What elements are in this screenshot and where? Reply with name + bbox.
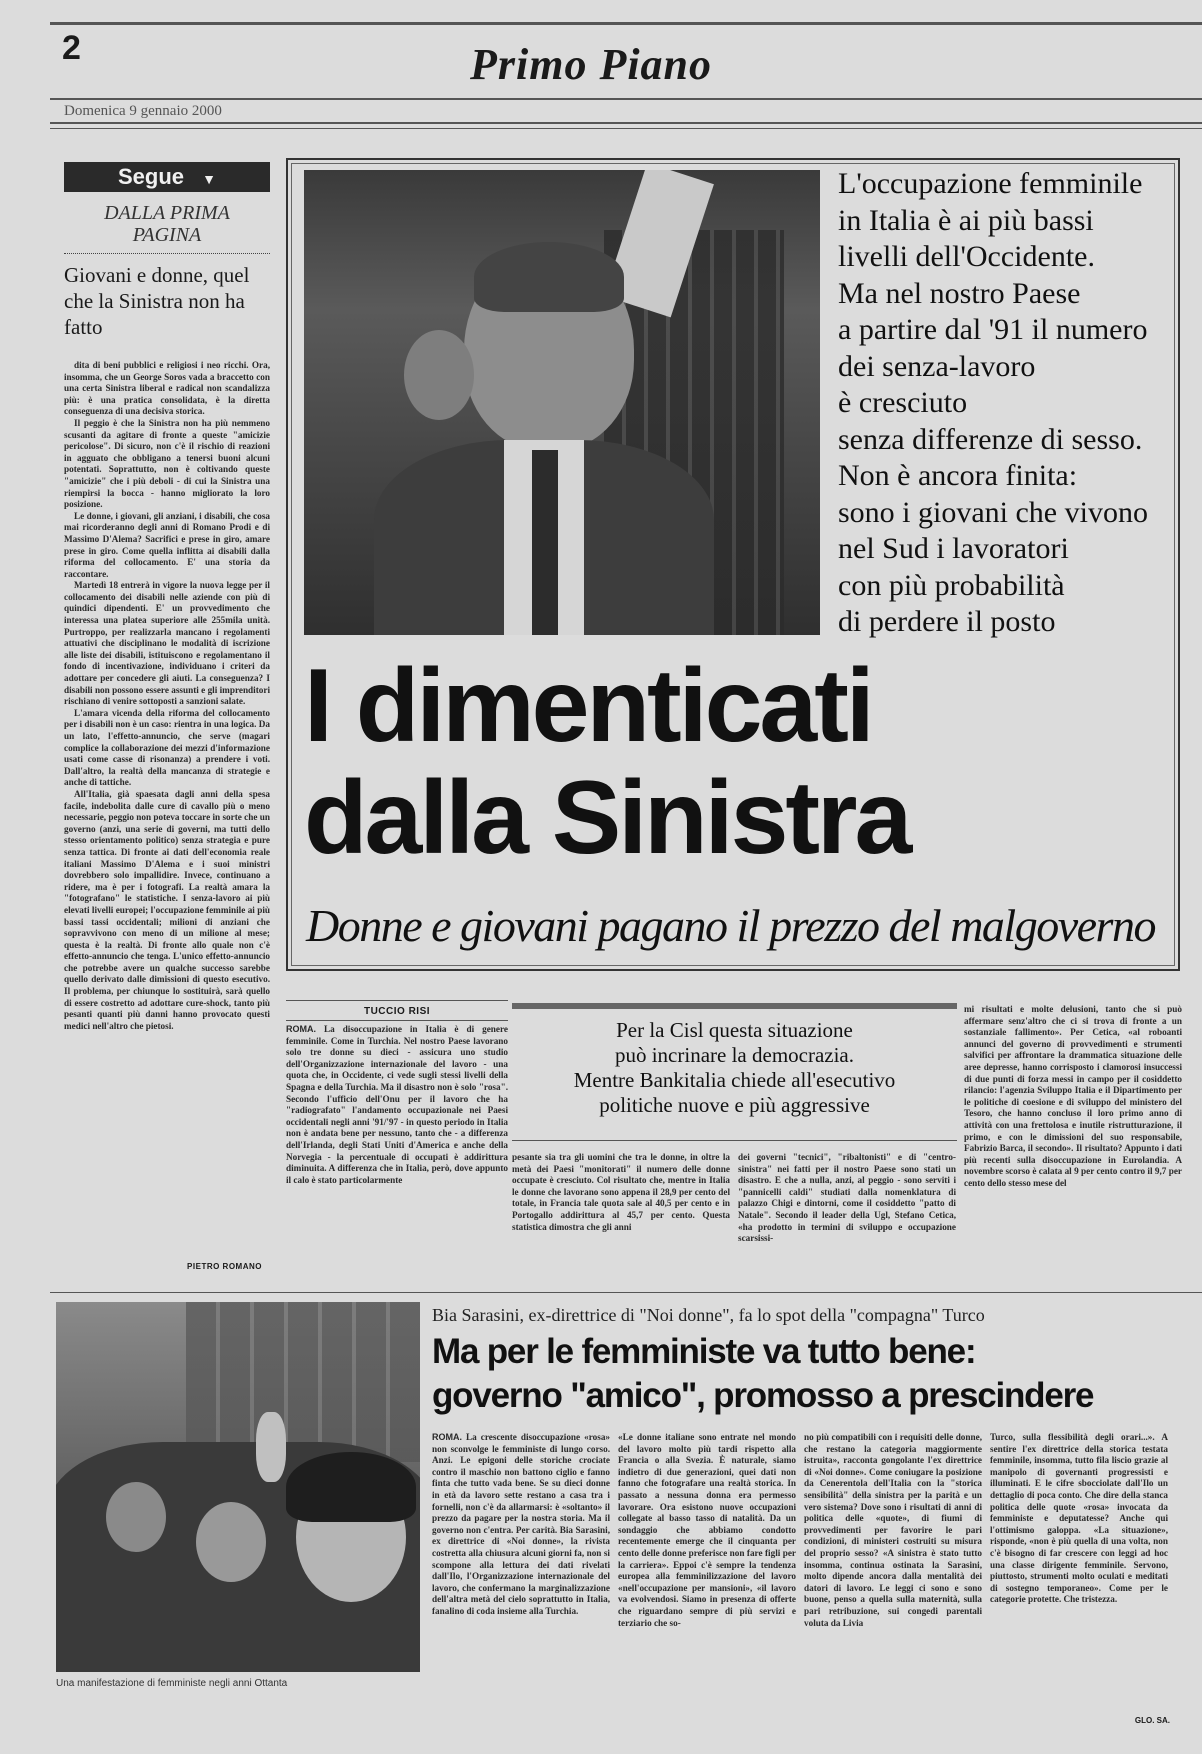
sidebar-author: PIETRO ROMANO [187, 1262, 262, 1271]
second-col-4: Turco, sulla flessibilità degli orari...». A sentire l'ex direttrice della storica testata femminile, insomma, tutto fila liscio grazie al manipolo di governanti progressisti e illuminati. E le cifre sbocciolate dall'Ilo un dettaglio di poca conto. Che dire della stanca politica delle quote «rosa» invocata da femministe e deputatesse? Anche qui l'ottimismo galoppa. «La situazione», risponde, «non è più quella di una volta, non c'è bisogno di far crescere con leggi ad hoc una classe dirigente femminile. Servono, piuttosto, strumenti molto oculati e meditati di sostegno temporaneo». Come per le categorie protette. Che tristezza. [990, 1432, 1168, 1605]
from-front-label: DALLA PRIMA PAGINA [64, 196, 270, 254]
main-col-1: ROMA. La disoccupazione in Italia è di genere femminile. Come in Turchia. Nel nostro Paese lavorano solo tre donne su dieci - assicura uno studio dell'Organizzazione internazionale del lavoro - una quota che, in Occidente, ci vede sugli stessi livelli della Spagna e della Turchia. Ma il disastro non è solo "rosa". Secondo l'ufficio dell'Onu per il lavoro che ha "radiografato" l'andamento occupazionale nei Paesi occidentali negli anni '91/'97 - in questo periodo in Italia non è andata bene per nessuno, tanto che - a differenza dell'Irlanda, degli Stati Uniti d'America e anche della Norvegia - la percentuale di occupati è addirittura diminuita. A differenza che in Italia, però, dove appunto il calo è stato particolarmente [286, 1024, 508, 1185]
issue-date: Domenica 9 gennaio 2000 [64, 103, 222, 119]
lead-subhead: Donne e giovani pagano il prezzo del malgoverno [306, 900, 1155, 951]
main-col-2: pesante sia tra gli uomini che tra le donne, in oltre la metà dei Paesi "monitorati" il numero delle donne occupate è cresciuto. Col risultato che, mentre in Italia le donne che lavorano sono appena il 28,9 per cento del totale, in Francia tale quota sale al 40,5 per cento e in Portogallo addirittura al 45,7 per cento. Questa statistica dimostra che gli anni [512, 1152, 730, 1232]
sidebar-body: dita di beni pubblici e religiosi i neo ricchi. Ora, insomma, che un George Soros vada a braccetto con una certa Sinistra liberal e radical non scandalizza più: è una pratica consolidata, è la diretta conseguenza di una decisiva storica. Il peggio è che la Sinistra non ha più nemmeno scusanti da agitare di fronte a queste "amicizie pericolose". Di sicuro, non c'è il rischio di reazioni in agguato che obbligano a tenersi buoni alcuni potentati. Soprattutto, non è coltivando queste "amicizie" che i più deboli - di cui la Sinistra una riempirsi la bocca - hanno migliorato la loro posizione. Le donne, i giovani, gli anziani, i disabili, che cosa mai ricorderanno degli anni di Romano Prodi e di Massimo D'Alema? Sacrifici e prese in giro, amare prese in giro. Come quella inflitta ai disabili dalla riforma del collocamento. E' una storia da raccontare. Martedì 18 entrerà in vigore la nuova legge per il collocamento dei disabili nelle aziende con più di quindici dipendenti. E' un provvedimento che interessa una platea superiore alle 255mila unità. Purtroppo, per realizzarla mancano i regolamenti attuativi che disciplinano le modalità di iscrizione alle liste dei disabili, istituiscono e regolamentano il fondo di incentivazione, individuano i criteri da adottare per concedere gli aiuti. La conseguenza? I disabili non possono essere assunti e gli imprenditori rischiano di venire sottoposti a sanzioni salate. L'amara vicenda della riforma del collocamento per i disabili non è un caso: rientra in una logica. Da un lato, l'effetto-annuncio, che serve (magari complice la collaborazione dei mezzi d'informazione usati come casse di risonanza) a prendere i voti. Dall'altro, la realtà della mancanza di strategie e anche di tattiche. All'Italia, già spaesata dagli anni della spesa facile, indebolita dalle cure di cavallo più o meno necessarie, peggio non poteva toccare in sorte che un governo (anzi, una serie di governi, ma tutti dello stesso orientamento politico) senza strategia e pure senza tattica. Di fronte ai dati dell'economia reale italiani Massimo D'Alema e i suoi ministri dovrebbero solo impallidire. Invece, continuano a ridere, ma è per i fotografi. La realtà amara la "fotografano" le statistiche. I senza-lavoro ai più elevati livelli europei; l'occupazione femminile ai più bassi tassi occidentali; milioni di anziani che sopravvivono con meno di un milione al mese; questa è la realtà. Di fronte allo quale non c'è effetto-annuncio che tenga. L'unico effetto-annuncio che potrebbe avere un qualche successo sarebbe quello derivato dalle dimissioni di questo esecutivo. Il problema, per chiunque lo sostituirà, sarà quello di essere costretto ad adottare cure-shock, tanto più pesanti quanti più danni hanno provocato questi medici nell'altro che pietosi. [64, 360, 270, 1031]
byline: TUCCIO RISI [363, 1006, 431, 1017]
sidebar-title: Giovani e donne, quel che la Sinistra non ha fatto [64, 263, 250, 339]
segue-banner [64, 162, 270, 192]
signoff: GLO. SA. [1134, 1716, 1170, 1725]
headline-line-1: I dimenticati [304, 648, 872, 764]
section-title: Primo Piano [470, 40, 713, 89]
headline-line-2: dalla Sinistra [304, 760, 910, 876]
second-col-3: no più compatibili con i requisiti delle donne, che restano la categoria maggiormente istruita», racconta gongolante l'ex direttrice di «Noi donne». Come coniugare la posizione da Cenerentola dell'Italia con la "storica sensibilità" della sinistra per la parità e un vero sistema? Dove sono i risultati di anni di politica delle «quote», di fiumi di provvedimenti per favorire le pari condizioni, di ministeri costruiti su misura del proprio sesso? «A sinistra è stato tutto insomma, continua ostinata la Sarasini, molto dipende ancora dalla mentalità dei datori di lavoro. Le leggi ci sono e sono buone, penso a quella sulla maternità, sulla pari retribuzione, sui congedi parentali voluta da Livia [804, 1432, 982, 1628]
main-col-4: mi risultati e molte delusioni, tanto che si può affermare senz'altro che ci si trova di fronte a un sostanziale fallimento». Per Cetica, «al roboanti annunci del governo di provvedimenti e strumenti salvifici per affrontare la drammatica situazione delle aree depresse, hanno corrisposto i clamorosi insuccessi di due punti di forza messi in campo per il cosiddetto rilancio: l'agenzia Sviluppo Italia e il Dipartimento per le politiche di coesione e di sviluppo del ministero del Tesoro, che hanno concluso il loro primo anno di attività con una frettolosa e inutile ristrutturazione, il primo, e con le dimissioni del suo responsabile, Fabrizio Barca, il secondo». Il risultato? Appunto i dati più recenti sulla disoccupazione in Eurolandia. A novembre scorso è calata al 9 per cento contro il 9,7 per cento dello stesso mese del [964, 1004, 1182, 1188]
main-col-3: dei governi "tecnici", "ribaltonisti" e di "centro-sinistra" nei fatti per il nostro Paese sono stati un disastro. E che a nulla, anzi, al peggio - sono serviti i "pannicelli caldi" studiati dalla nomenklatura di palazzo Chigi e dintorni, come il cosiddetto "patto di Natale". Secondo il leader della Ugl, Stefano Cetica, «ha prodotto in termini di sviluppo e occupazione scarsissi- [738, 1152, 956, 1244]
segue-label: Segue [117, 164, 185, 189]
photo-caption: Una manifestazione di femministe negli anni Ottanta [56, 1678, 288, 1689]
lead-photo [304, 170, 820, 635]
second-headline: Ma per le femministe va tutto bene: governo "amico", promosso a prescindere [432, 1332, 1094, 1415]
lead-headline [304, 650, 1164, 874]
lead-deck: L'occupazione femminile in Italia è ai più bassi livelli dell'Occidente. Ma nel nostro Paese a partire dal '91 il numero dei senza-lavoro è cresciuto senza differenze di sesso. Non è ancora finita: sono i giovani che vivono nel Sud i lavoratori con più probabilità di perdere il posto [838, 167, 1148, 638]
second-col-1: ROMA. La crescente disoccupazione «rosa» non sconvolge le femministe di lungo corso. Anzi. Le epigoni delle storiche crociate contro il maschio non battono ciglio e fanno finta che tutto vada bene. Se su dieci donne in età da lavoro sette restano a casa tra i fornelli, non c'è da allarmarsi: è «soltanto» il prezzo da pagare per la nostra storia. Ma il governo non c'entra. Per carità. Bia Sarasini, ex direttrice di «Noi donne», la rivista costretta alla chiusura alcuni giorni fa, non si scompone alla lettura dei dati rivelati dall'Ilo, l'Organizzazione internazionale del lavoro, che confermano la marginalizzazione dell'altra metà del cielo soprattutto in Italia, fanalino di coda insieme alla Turchia. [432, 1432, 610, 1616]
protest-photo [56, 1302, 420, 1672]
pull-quote: Per la Cisl questa situazione può incrinare la democrazia. Mentre Bankitalia chiede all'esecutivo politiche nuove e più aggressive [573, 1018, 896, 1117]
second-kicker: Bia Sarasini, ex-direttrice di "Noi donne", fa lo spot della "compagna" Turco [432, 1305, 985, 1325]
page-number: 2 [62, 29, 81, 67]
chevron-down-icon: ▼ [202, 171, 216, 187]
second-col-2: «Le donne italiane sono entrate nel mondo del lavoro molto più tardi rispetto alla Francia o alla Svezia. È naturale, siamo indietro di due generazioni, quei dati non fanno che fotografare una realtà storica. In passato a nessuna donna era permesso lavorare. Ora esistono nuove occupazioni collegate al basso tasso di natalità. Da un sondaggio che abbiamo condotto recentemente emerge che il cinquanta per cento delle donne preferisce non fare figli per la carriera». Eppoi c'è sempre la tendenza europea alla femminilizzazione del lavoro «nell'occupazione per mansioni», «il lavoro va evolvendosi. Siamo in presenza di offerte che riguardano sempre di più servizi e terziario che so- [618, 1432, 796, 1628]
